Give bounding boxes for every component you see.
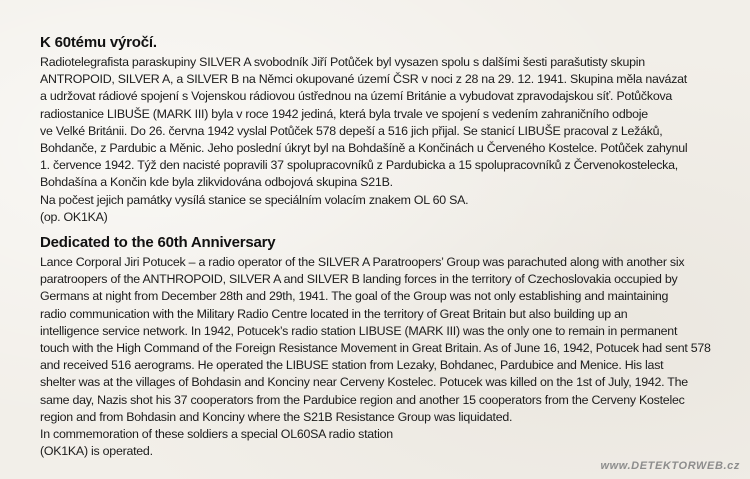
czech-line: Bohdašína a Končin kde byla zlikvidována odbojová skupina S21B.: [40, 175, 393, 190]
english-paragraph: [40, 254, 740, 460]
english-line: same day, Nazis shot his 37 cooperators from the Pardubice region and another 15 cooperators from the Cerveny Kostelec: [40, 392, 685, 407]
czech-line: a udržovat rádiové spojení s Vojenskou rádiovou ústřednou na území Británie a vybudovat zpravodajskou síť. Potůčkova: [40, 89, 673, 104]
english-line: radio communication with the Military Radio Centre located in the territory of Great Britain but also building up an: [40, 306, 628, 321]
english-line: Germans at night from December 28th and 29th, 1941. The goal of the Group was not only establishing and maintaining: [40, 289, 669, 304]
czech-line: ve Velké Británii. Do 26. června 1942 vyslal Potůček 578 depeší a 516 jich přijal. Se stanicí LIBUŠE pracoval z Ležáků,: [40, 123, 663, 138]
english-line: Lance Corporal Jiri Potucek – a radio operator of the SILVER A Paratroopers’ Group was parachuted along with another six: [40, 255, 685, 269]
czech-line: radiostanice LIBUŠE (MARK III) byla v roce 1942 jediná, která byla trvale ve spojení s vedením zahraničního odboje: [40, 106, 648, 121]
english-line: and received 516 aerograms. He operated the LIBUSE station from Lezaky, Bohdanec, Pardubice and Menice. His last: [40, 358, 664, 373]
english-line: shelter was at the villages of Bohdasin and Konciny near Cerveny Kostelec. Potucek was killed on the 1st of July, 1942. The: [40, 375, 688, 390]
czech-line: Na počest jejich památky vysílá stanice se speciálním volacím znakem OL 60 SA.: [40, 192, 469, 207]
czech-heading: K 60tému výročí.: [40, 34, 157, 51]
site-watermark: www.DETEKTORWEB.cz: [600, 460, 740, 472]
czech-line: Radiotelegrafista paraskupiny SILVER A svobodník Jiří Potůček byl vysazen spolu s dalšími šesti parašutisty skupin: [40, 55, 645, 69]
english-line: region and from Bohdasin and Konciny where the S21B Resistance Group was liquidated.: [40, 409, 513, 424]
czech-line: (op. OK1KA): [40, 209, 108, 224]
english-line: In commemoration of these soldiers a special OL60SA radio station: [40, 427, 393, 442]
czech-line: Bohdanče, z Pardubic a Měnic. Jeho poslední úkryt byl na Bohdašíně a Končinách u Červeného Kostelce. Potůček zahynul: [40, 141, 688, 156]
czech-line: ANTROPOID, SILVER A, a SILVER B na Němci okupované území ČSR v noci z 28 na 29. 12. 1941. Skupina měla navázat: [40, 72, 687, 87]
english-line: (OK1KA) is operated.: [40, 444, 153, 459]
english-line: paratroopers of the ANTHROPOID, SILVER A and SILVER B landing forces in the territory of Czechoslovakia occupied by: [40, 272, 678, 287]
english-line: intelligence service network. In 1942, Potucek’s radio station LIBUSE (MARK III) was the only one to remain in permanent: [40, 323, 678, 338]
czech-paragraph: [40, 54, 740, 226]
english-heading: Dedicated to the 60th Anniversary: [40, 234, 276, 251]
english-line: touch with the High Command of the Foreign Resistance Movement in Great Britain. As of June 16, 1942, Potucek had sent 578: [40, 341, 711, 356]
czech-line: 1. července 1942. Týž den nacisté popravili 37 spolupracovníků z Pardubicka a 15 spolupracovníků z Červenokostelecka,: [40, 158, 678, 173]
